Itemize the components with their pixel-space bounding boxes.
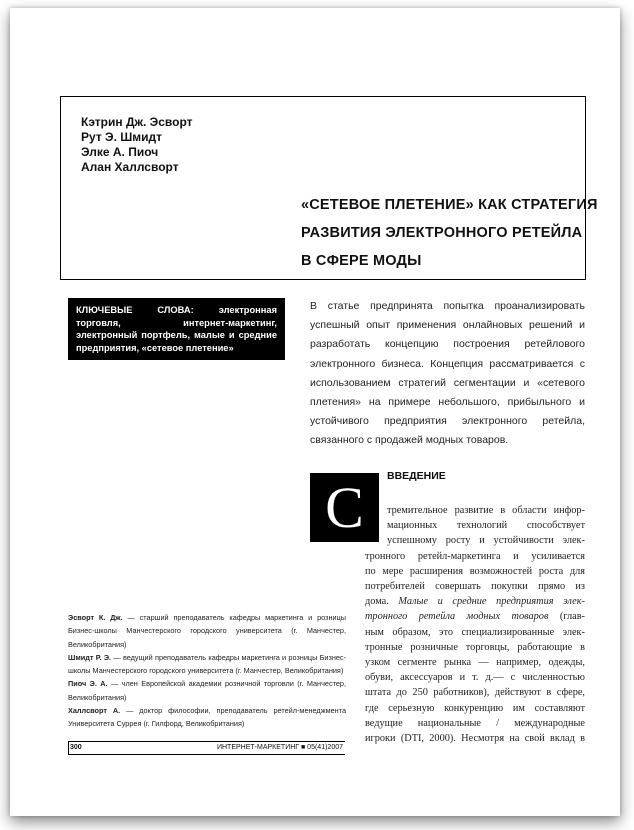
keywords-label: КЛЮЧЕВЫЕ СЛОВА: xyxy=(76,305,194,315)
text-line: тронного ретейл-маркетинга и усиливается xyxy=(365,550,585,562)
page-number: 300 xyxy=(70,744,82,751)
text-line: тронного ретейла модных товаров (глав- xyxy=(365,611,585,623)
text-line: тронные розничные торговцы, работающие в xyxy=(365,641,585,653)
bio-name: Шмидт Р. Э. xyxy=(68,652,112,662)
section-heading: ВВЕДЕНИЕ xyxy=(387,470,446,482)
drop-cap: С xyxy=(310,473,379,542)
title-line: «СЕТЕВОЕ ПЛЕТЕНИЕ» КАК СТРАТЕГИЯ xyxy=(301,197,598,213)
footer-divider xyxy=(68,741,69,755)
author-bio xyxy=(68,651,346,678)
author-bio xyxy=(68,611,346,651)
text-line: штата до 250 работников), действуют в сфере, xyxy=(365,687,585,699)
bio-text: — доктор философии, преподаватель ретейл-менеджмента Университета Суррея (г. Гилфорд, Великобритания) xyxy=(68,706,346,729)
bio-name: Халлсворт А. xyxy=(68,706,121,716)
keywords-box xyxy=(68,298,285,360)
journal-page xyxy=(10,8,620,816)
text-line: обуви, аксессуаров и т. д.— с численностью xyxy=(365,672,585,684)
article-header xyxy=(60,96,598,280)
text-line: ным образом, это специализированные элек- xyxy=(365,626,585,638)
bio-text: — старший преподаватель кафедры маркетинга и розницы Бизнес-школы Манчестерского городского университета (г. Манчестер, Великобритания) xyxy=(68,613,347,649)
author-bio xyxy=(68,704,346,731)
text-line: дома. Малые и средние предприятия элек- xyxy=(365,596,585,608)
keywords-text: электронная торговля, интернет-маркетинг, электронный портфель, малые и средние предприятия, «сетевое плетение» xyxy=(76,305,277,353)
text-line: мационных технологий способствует xyxy=(387,520,585,532)
text-line: тремительное развитие в области инфор- xyxy=(387,505,585,516)
text-line: где серьезную конкуренцию им составляют xyxy=(365,702,585,714)
author-name: Рут Э. Шмидт xyxy=(81,130,163,144)
journal-info: ИНТЕРНЕТ-МАРКЕТИНГ ■ 05(41)2007 xyxy=(216,744,343,751)
bio-name: Эсворт К. Дж. xyxy=(68,613,123,622)
author-bio xyxy=(68,677,346,704)
abstract: В статье предпринята попытка проанализировать успешный опыт применения онлайновых решений и разработать концепцию построения ретейлового электронного бизнеса. Концепция рассматривается с использованием стратегий сегментации и «сетевого плетения» на примере небольшого, прибыльного и устойчивого предприятия электронного ретейла, связанного с продажей модных товаров. xyxy=(310,300,585,447)
text-line: ведущие национальные / международные xyxy=(365,717,585,729)
author-name: Алан Халлсворт xyxy=(81,160,179,174)
author-name: Кэтрин Дж. Эсворт xyxy=(81,115,193,129)
text-line: по мере расширения возможностей роста для xyxy=(365,565,585,577)
text-line: потребителей совершать покупки прямо из xyxy=(365,581,585,593)
title-line: В СФЕРЕ МОДЫ xyxy=(301,253,422,269)
author-bios xyxy=(68,611,346,731)
author-name: Элке А. Пиоч xyxy=(81,145,159,159)
text-line: узком сегменте рынка — например, одежды, xyxy=(365,657,585,669)
title-line: РАЗВИТИЯ ЭЛЕКТРОННОГО РЕТЕЙЛА xyxy=(301,225,583,241)
author-list xyxy=(81,115,193,175)
bio-name: Пиоч Э. А. xyxy=(68,679,108,689)
text-line: успешному росту и устойчивости элек- xyxy=(387,535,585,547)
text-line: игроки (DTI, 2000). Несмотря на свой вклад в xyxy=(365,733,585,745)
page-footer xyxy=(68,741,345,755)
article-title xyxy=(301,191,598,275)
bio-text: — ведущий преподаватель кафедры маркетинга и розницы Бизнес-школы Манчестерского городского университета (г. Манчестер, Великобритания) xyxy=(68,652,347,676)
bio-text: — член Европейской академии розничной торговли (г. Манчестер, Великобритания) xyxy=(68,679,346,702)
introduction-text xyxy=(365,503,585,746)
